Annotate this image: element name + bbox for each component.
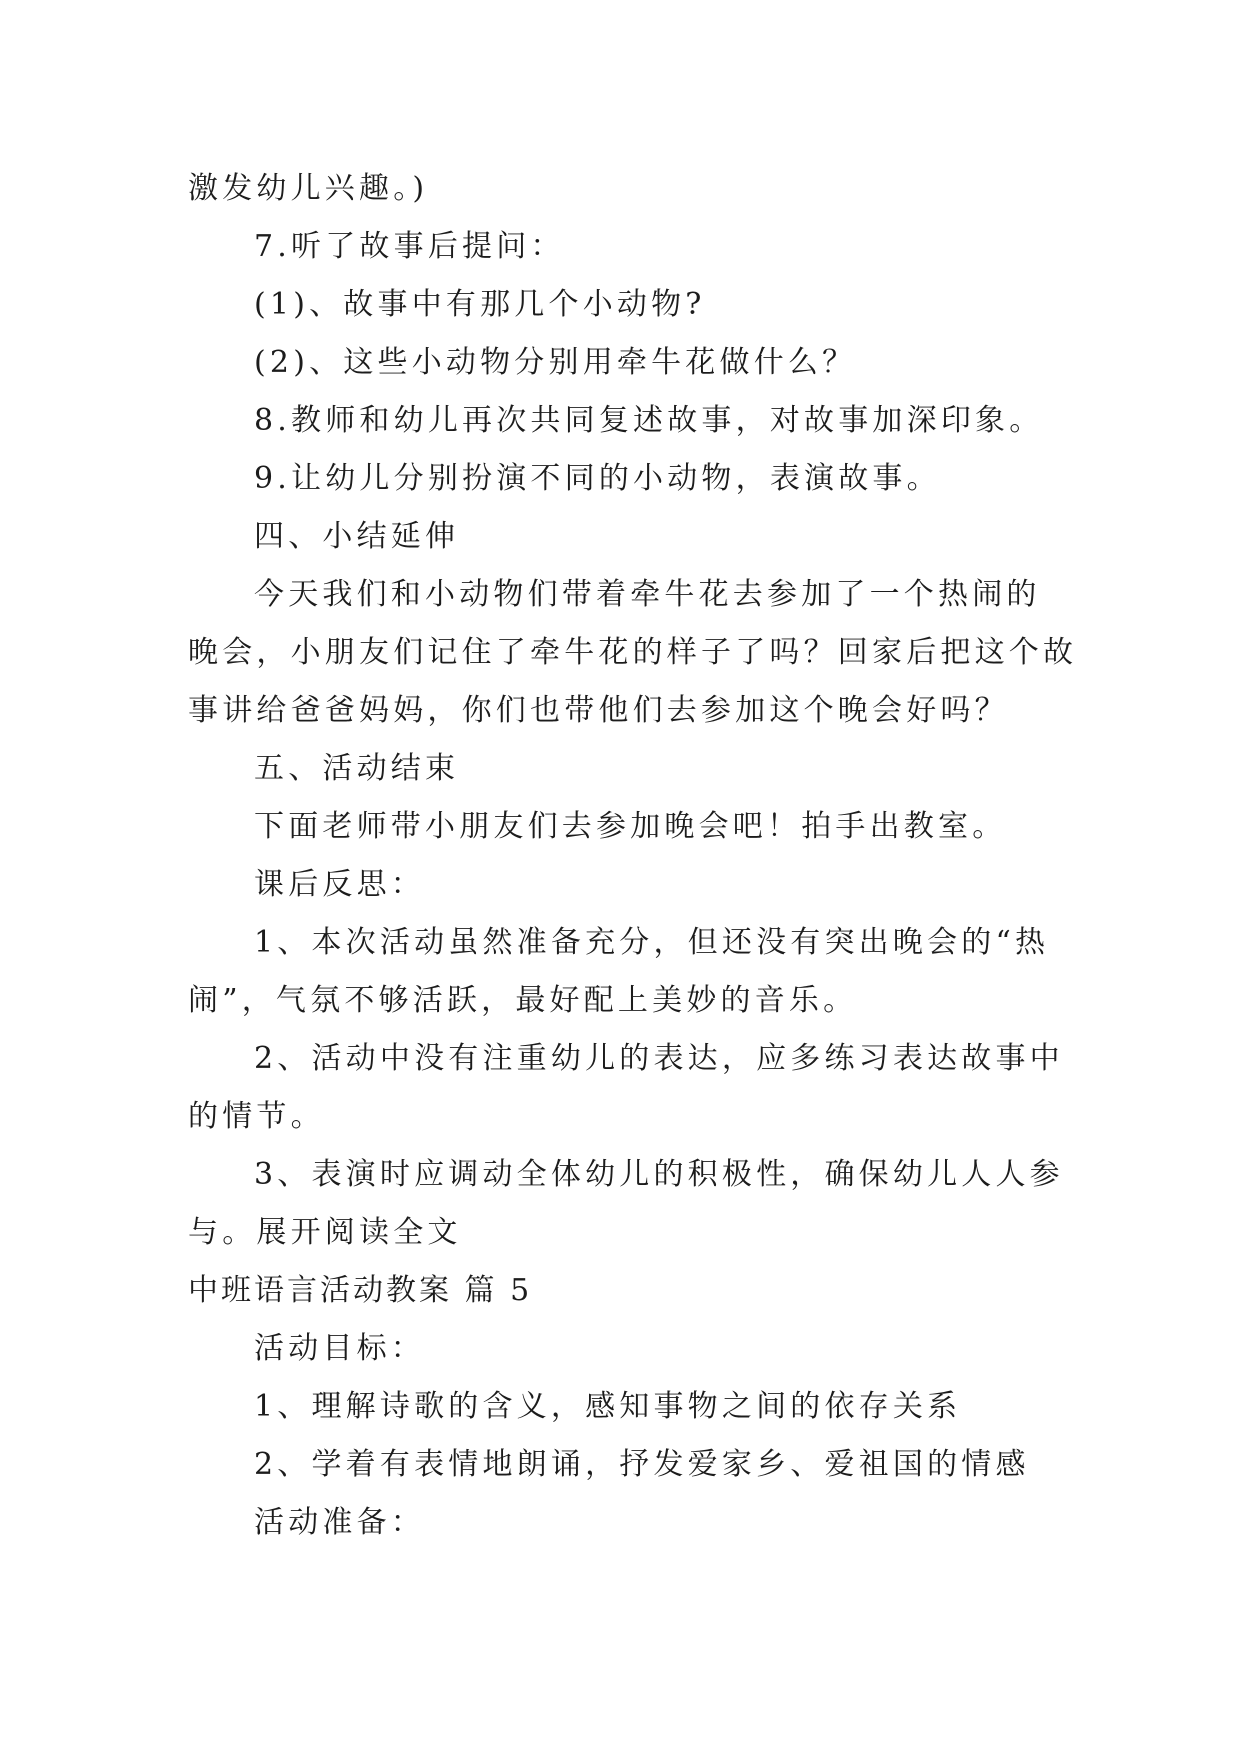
paragraph-line: (2)、这些小动物分别用牵牛花做什么？ <box>254 345 857 380</box>
paragraph-line: 下面老师带小朋友们去参加晚会吧！拍手出教室。 <box>254 809 1007 844</box>
paragraph-line: 今天我们和小动物们带着牵牛花去参加了一个热闹的 <box>254 577 1041 612</box>
paragraph-line: 3、表演时应调动全体幼儿的积极性，确保幼儿人人参 <box>254 1157 1064 1192</box>
paragraph-line: 2、活动中没有注重幼儿的表达，应多练习表达故事中 <box>254 1041 1064 1076</box>
paragraph-line: 7.听了故事后提问： <box>254 229 565 264</box>
paragraph-line: 1、理解诗歌的含义，感知事物之间的依存关系 <box>254 1389 962 1424</box>
section-heading: 五、活动结束 <box>254 751 460 786</box>
paragraph-line: 晚会，小朋友们记住了牵牛花的样子了吗？回家后把这个故 <box>188 635 1078 670</box>
section-heading: 课后反思： <box>254 867 425 902</box>
document-body <box>188 160 1078 1552</box>
paragraph-line: 8.教师和幼儿再次共同复述故事，对故事加深印象。 <box>254 403 1044 438</box>
paragraph-line: 2、学着有表情地朗诵，抒发爱家乡、爱祖国的情感 <box>254 1447 1030 1482</box>
paragraph-line: 事讲给爸爸妈妈，你们也带他们去参加这个晚会好吗？ <box>188 693 1009 728</box>
section-heading: 四、小结延伸 <box>254 519 460 554</box>
paragraph-line: 闹”，气氛不够活跃，最好配上美妙的音乐。 <box>188 983 858 1018</box>
paragraph-line: 的情节。 <box>188 1099 325 1134</box>
section-heading: 活动目标： <box>254 1331 425 1366</box>
paragraph-line: 9.让幼儿分别扮演不同的小动物，表演故事。 <box>254 461 941 496</box>
paragraph-line: 激发幼儿兴趣。) <box>188 171 429 206</box>
paragraph-line: 与。展开阅读全文 <box>188 1215 462 1250</box>
article-title: 中班语言活动教案 篇 5 <box>188 1273 533 1308</box>
paragraph-line: (1)、故事中有那几个小动物? <box>254 287 706 322</box>
section-heading: 活动准备： <box>254 1505 425 1540</box>
paragraph-line: 1、本次活动虽然准备充分，但还没有突出晚会的“热 <box>254 925 1050 960</box>
